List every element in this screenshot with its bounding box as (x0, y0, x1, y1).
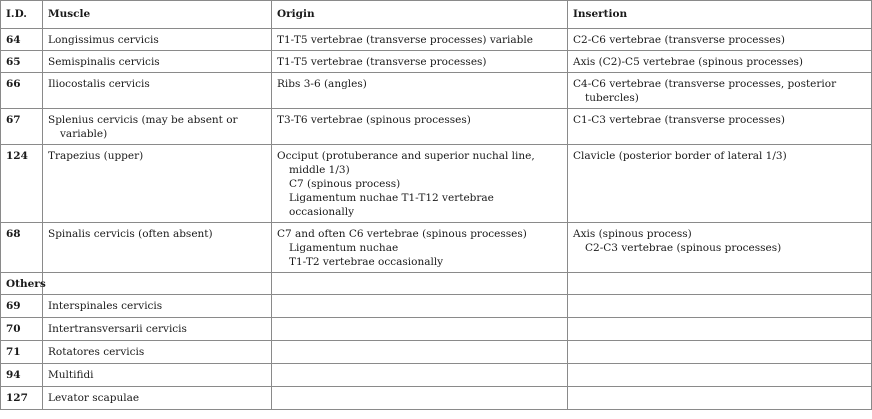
insertion-line: C1-C3 vertebrae (transverse processes) (573, 114, 785, 126)
row-origin (272, 73, 568, 109)
muscle-name: Splenius cervicis (may be absent or variable) (48, 114, 238, 140)
insertion-line: C2-C6 vertebrae (transverse processes) (573, 34, 785, 46)
row-id: 66 (1, 73, 43, 109)
header-muscle: Muscle (43, 1, 272, 29)
row-origin (272, 109, 568, 145)
row-id: 67 (1, 109, 43, 145)
origin-line: T1-T5 vertebrae (transverse processes) (277, 56, 487, 68)
others-label: Others (1, 273, 43, 295)
others-row (1, 273, 872, 295)
row-id: 65 (1, 51, 43, 73)
row-muscle: Intertransversarii cervicis (43, 318, 272, 341)
row-muscle: Interspinales cervicis (43, 295, 272, 318)
row-id: 124 (1, 145, 43, 223)
origin-line: T3-T6 vertebrae (spinous processes) (277, 114, 471, 126)
origin-line: Occiput (protuberance and superior nuchal line, middle 1/3) (277, 150, 535, 176)
row-id: 71 (1, 341, 43, 364)
row-id: 127 (1, 387, 43, 410)
row-id: 70 (1, 318, 43, 341)
row-insertion (568, 51, 872, 73)
origin-line: Ligamentum nuchae (289, 242, 399, 254)
table-row (1, 364, 872, 387)
table-row (1, 73, 872, 109)
row-origin (272, 51, 568, 73)
table-row (1, 51, 872, 73)
row-muscle: Spinalis cervicis (often absent) (43, 223, 272, 273)
origin-line: C7 (spinous process) (289, 178, 401, 190)
table-row (1, 223, 872, 273)
row-insertion (568, 73, 872, 109)
row-id: 64 (1, 29, 43, 51)
table-row (1, 387, 872, 410)
origin-line: T1-T5 vertebrae (transverse processes) variable (277, 34, 533, 46)
row-muscle: Iliocostalis cervicis (43, 73, 272, 109)
insertion-line: Clavicle (posterior border of lateral 1/3) (573, 150, 787, 162)
row-insertion (568, 145, 872, 223)
row-id: 68 (1, 223, 43, 273)
origin-line: T1-T2 vertebrae occasionally (289, 256, 444, 268)
origin-line: C7 and often C6 vertebrae (spinous processes) (277, 228, 527, 240)
row-insertion (568, 109, 872, 145)
insertion-line: C2-C3 vertebrae (spinous processes) (585, 242, 782, 254)
table-row (1, 109, 872, 145)
insertion-line: Axis (C2)-C5 vertebrae (spinous processes) (573, 56, 804, 68)
row-muscle: Semispinalis cervicis (43, 51, 272, 73)
table-row (1, 29, 872, 51)
header-insertion: Insertion (568, 1, 872, 29)
header-origin: Origin (272, 1, 568, 29)
row-muscle: Trapezius (upper) (43, 145, 272, 223)
row-muscle: Multifidi (43, 364, 272, 387)
row-id: 69 (1, 295, 43, 318)
row-muscle: Levator scapulae (43, 387, 272, 410)
origin-line: Ligamentum nuchae T1-T12 vertebrae occasionally (289, 192, 494, 218)
row-muscle: Longissimus cervicis (43, 29, 272, 51)
row-insertion (568, 29, 872, 51)
row-origin (272, 29, 568, 51)
table-row (1, 295, 872, 318)
insertion-line: Axis (spinous process) (573, 228, 692, 240)
header-id: I.D. (1, 1, 43, 29)
row-id: 94 (1, 364, 43, 387)
row-muscle: Rotatores cervicis (43, 341, 272, 364)
row-insertion (568, 223, 872, 273)
insertion-line: C4-C6 vertebrae (transverse processes, posterior tubercles) (573, 78, 837, 104)
header-row (1, 1, 872, 29)
row-muscle (43, 109, 272, 145)
row-origin (272, 223, 568, 273)
table-row (1, 145, 872, 223)
origin-line: Ribs 3-6 (angles) (277, 78, 367, 90)
row-origin (272, 145, 568, 223)
table-row (1, 341, 872, 364)
table-row (1, 318, 872, 341)
